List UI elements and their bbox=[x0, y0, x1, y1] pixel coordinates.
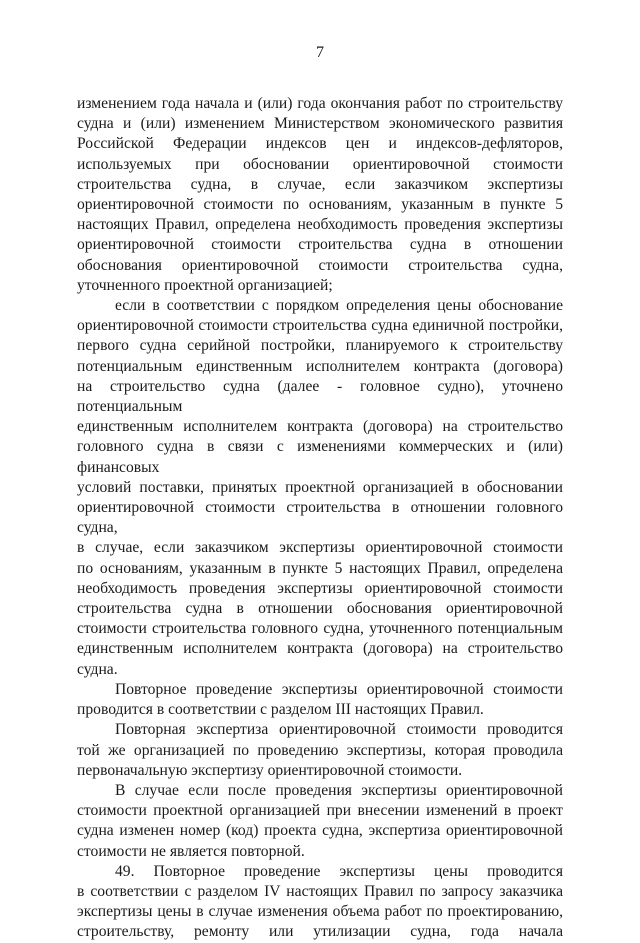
text-line: единственным исполнителем контракта (договора) на строительство судна. bbox=[77, 640, 563, 678]
paragraph-continuation bbox=[77, 94, 563, 296]
paragraph-head-vessel bbox=[77, 296, 563, 680]
text-line: стоимости не является повторной. bbox=[77, 842, 305, 860]
paragraph-same-organization bbox=[77, 720, 563, 781]
text-line: головного судна в связи с изменениями коммерческих и (или) финансовых bbox=[77, 438, 563, 476]
paragraph-repeat-procedure bbox=[77, 680, 563, 720]
text-line: экспертизы цены в случае изменения объема работ по проектированию, bbox=[77, 903, 563, 921]
text-line: ориентировочной стоимости строительства судна единичной постройки, bbox=[77, 317, 563, 335]
text-line: потенциальным единственным исполнителем контракта (договора) bbox=[77, 357, 563, 375]
text-line: Повторная экспертиза ориентировочной стоимости проводится bbox=[115, 721, 563, 739]
text-line: строительству, ремонту или утилизации судна, года начала bbox=[77, 923, 563, 941]
text-line: единственным исполнителем контракта (договора) на строительство bbox=[77, 418, 563, 436]
text-line: той же организацией по проведению экспертизы, которая проводила bbox=[77, 741, 563, 759]
paragraph-project-code-change bbox=[77, 781, 563, 862]
text-line: строительства судна, в случае, если заказчиком экспертизы bbox=[77, 175, 563, 193]
text-line: на строительство судна (далее - головное судно), уточнено потенциальным bbox=[77, 377, 563, 416]
paragraph-item-49 bbox=[77, 862, 563, 943]
text-line: уточненного проектной организацией; bbox=[77, 276, 333, 294]
text-line: 49. Повторное проведение экспертизы цены проводится bbox=[115, 862, 563, 880]
document-body bbox=[77, 94, 563, 943]
text-line: по основаниям, указанным в пункте 5 настоящих Правил, определена bbox=[77, 559, 563, 577]
text-line: если в соответствии с порядком определения цены обоснование bbox=[115, 297, 563, 315]
text-line: Повторное проведение экспертизы ориентировочной стоимости bbox=[115, 680, 563, 698]
text-line: первого судна серийной постройки, планируемого к строительству bbox=[77, 337, 563, 355]
text-line: в случае, если заказчиком экспертизы ориентировочной стоимости bbox=[77, 539, 563, 557]
page-number: 7 bbox=[316, 44, 324, 61]
text-line: настоящих Правил, определена необходимость проведения экспертизы bbox=[77, 216, 563, 234]
text-line: изменением года начала и (или) года окончания работ по строительству bbox=[77, 95, 563, 112]
text-line: ориентировочной стоимости строительства в отношении головного судна, bbox=[77, 499, 563, 537]
text-line: используемых при обосновании ориентировочной стоимости bbox=[77, 155, 563, 173]
text-line: стоимости строительства головного судна, уточненного потенциальным bbox=[77, 620, 563, 638]
text-line: ориентировочной стоимости строительства судна в отношении bbox=[77, 236, 563, 254]
text-line: в соответствии с разделом IV настоящих Правил по запросу заказчика bbox=[77, 882, 563, 900]
text-line: стоимости проектной организацией при внесении изменений в проект bbox=[77, 802, 563, 820]
text-line: В случае если после проведения экспертизы ориентировочной bbox=[115, 781, 563, 799]
text-line: условий поставки, принятых проектной организацией в обосновании bbox=[77, 478, 563, 496]
text-line: ориентировочной стоимости по основаниям, указанным в пункте 5 bbox=[77, 196, 563, 214]
text-line: строительства судна в отношении обоснования ориентировочной bbox=[77, 600, 563, 618]
text-line: первоначальную экспертизу ориентировочной стоимости. bbox=[77, 761, 463, 779]
text-line: судна и (или) изменением Министерством экономического развития bbox=[77, 115, 563, 133]
text-line: необходимость проведения экспертизы ориентировочной стоимости bbox=[77, 579, 563, 597]
text-line: судна изменен номер (код) проекта судна, экспертиза ориентировочной bbox=[77, 822, 563, 840]
text-line: обоснования ориентировочной стоимости строительства судна, bbox=[77, 256, 563, 274]
text-line: проводится в соответствии с разделом III настоящих Правил. bbox=[77, 701, 484, 719]
text-line: Российской Федерации индексов цен и индексов-дефляторов, bbox=[77, 135, 563, 153]
